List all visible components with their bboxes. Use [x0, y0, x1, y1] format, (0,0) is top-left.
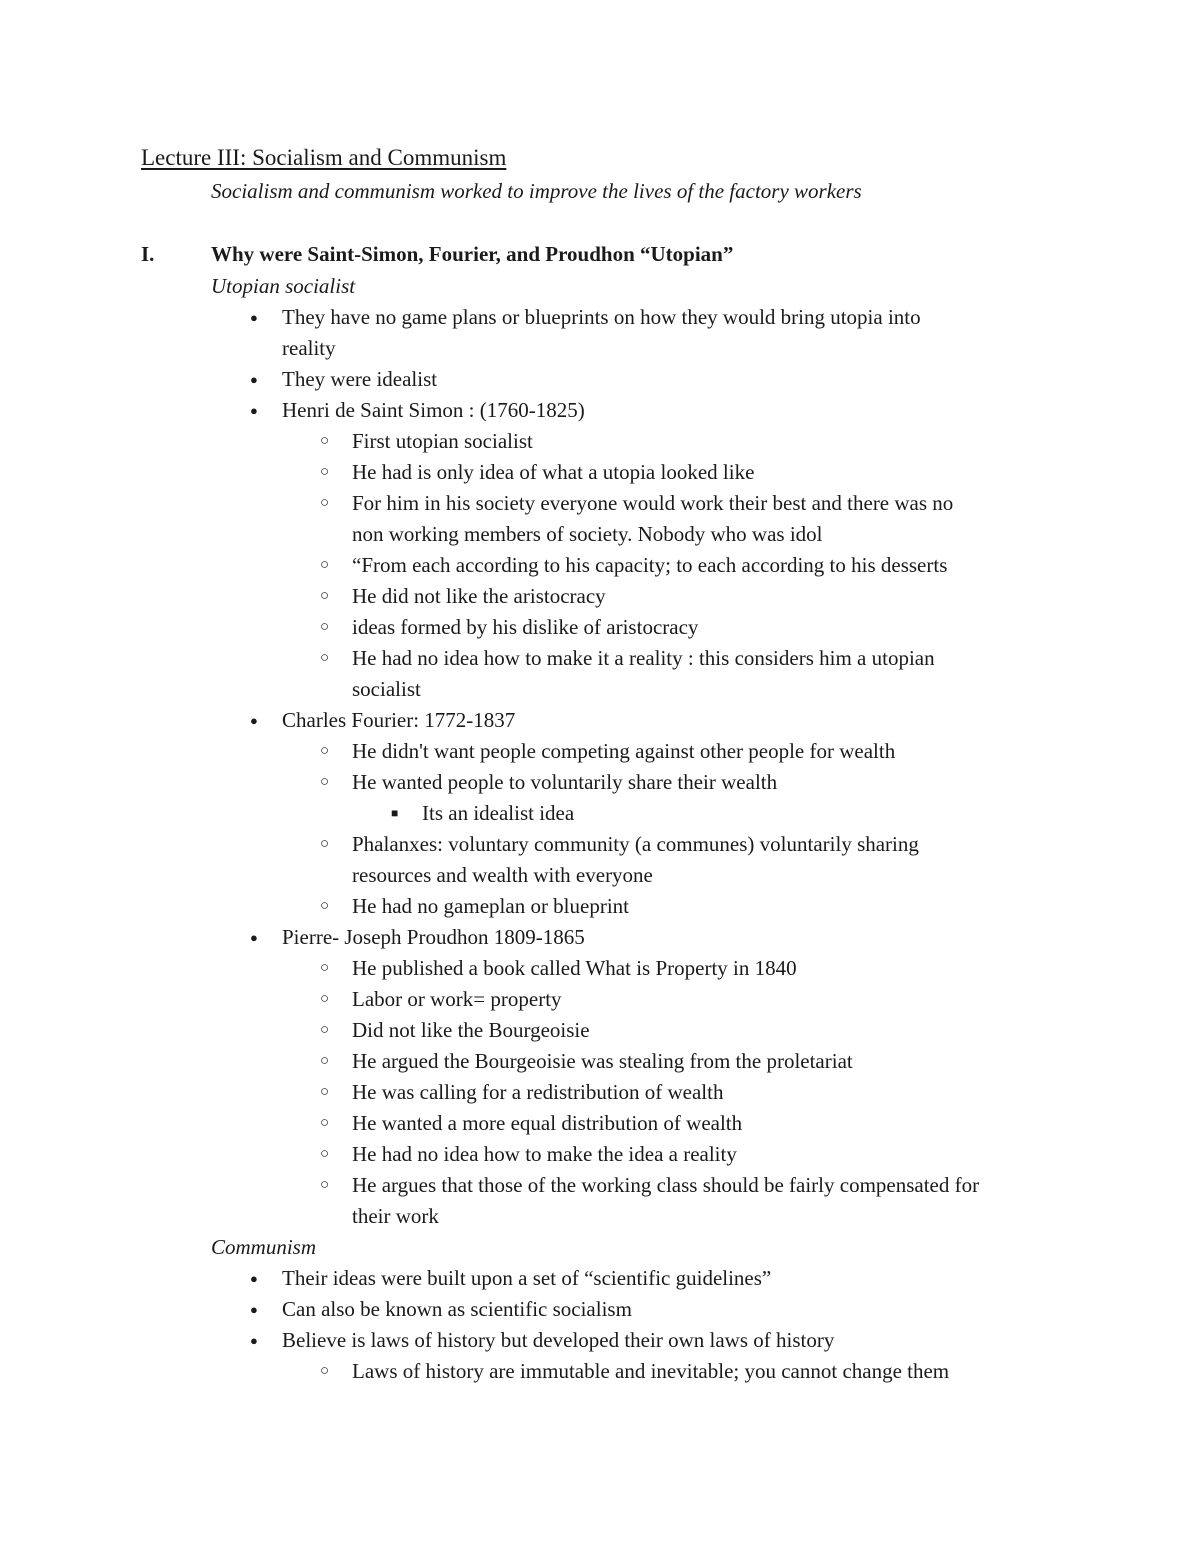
circle-bullet-icon: ○: [320, 619, 330, 635]
circle-bullet-icon: ○: [320, 836, 330, 852]
circle-bullet-icon: ○: [320, 774, 330, 790]
list-item: [0, 798, 1200, 829]
list-item: [0, 519, 1200, 550]
notes-list: [0, 271, 1200, 1387]
list-item: [0, 581, 1200, 612]
list-item-text: He wanted a more equal distribution of wealth: [352, 1111, 743, 1135]
list-item: [0, 1139, 1200, 1170]
disc-bullet-icon: ●: [250, 1302, 258, 1317]
disc-bullet-icon: ●: [250, 1271, 258, 1286]
list-item-text: Their ideas were built upon a set of “scientific guidelines”: [282, 1266, 772, 1290]
list-item-text: Labor or work= property: [352, 987, 562, 1011]
section-heading: Why were Saint-Simon, Fourier, and Proudhon “Utopian”: [211, 242, 734, 266]
circle-bullet-icon: ○: [320, 557, 330, 573]
list-item-text: socialist: [352, 677, 421, 701]
list-item: [0, 984, 1200, 1015]
list-item-text: He argues that those of the working class should be fairly compensated for: [352, 1173, 980, 1197]
list-item-text: He was calling for a redistribution of wealth: [352, 1080, 724, 1104]
list-item: [0, 829, 1200, 860]
section-number: I.: [141, 242, 155, 266]
disc-bullet-icon: ●: [250, 403, 258, 418]
list-item: [0, 1263, 1200, 1294]
list-item: [0, 426, 1200, 457]
list-item: [0, 860, 1200, 891]
list-item: [0, 1294, 1200, 1325]
list-item-text: non working members of society. Nobody who was idol: [352, 522, 823, 546]
list-item-text: He had no idea how to make the idea a reality: [352, 1142, 737, 1166]
list-item-text: Communism: [211, 1235, 317, 1259]
list-item-text: Pierre- Joseph Proudhon 1809-1865: [282, 925, 585, 949]
list-item-text: He wanted people to voluntarily share their wealth: [352, 770, 778, 794]
list-item: [0, 953, 1200, 984]
list-item: [0, 767, 1200, 798]
list-item-text: He argued the Bourgeoisie was stealing from the proletariat: [352, 1049, 853, 1073]
list-item-text: They have no game plans or blueprints on how they would bring utopia into: [282, 305, 921, 329]
list-item: [0, 612, 1200, 643]
list-item-text: Did not like the Bourgeoisie: [352, 1018, 590, 1042]
circle-bullet-icon: ○: [320, 588, 330, 604]
list-item: [0, 1325, 1200, 1356]
list-item: [0, 1356, 1200, 1387]
circle-bullet-icon: ○: [320, 433, 330, 449]
list-item-text: Utopian socialist: [211, 274, 356, 298]
circle-bullet-icon: ○: [320, 464, 330, 480]
list-item: [0, 1015, 1200, 1046]
circle-bullet-icon: ○: [320, 743, 330, 759]
list-item: [0, 643, 1200, 674]
list-item-text: Believe is laws of history but developed their own laws of history: [282, 1328, 835, 1352]
list-item: [0, 333, 1200, 364]
list-item: [0, 302, 1200, 333]
circle-bullet-icon: ○: [320, 1115, 330, 1131]
subheading-line: [0, 271, 1200, 302]
circle-bullet-icon: ○: [320, 495, 330, 511]
list-item-text: He had is only idea of what a utopia looked like: [352, 460, 755, 484]
list-item-text: He had no gameplan or blueprint: [352, 894, 629, 918]
list-item-text: Henri de Saint Simon : (1760-1825): [282, 398, 585, 422]
list-item-text: He did not like the aristocracy: [352, 584, 606, 608]
list-item-text: resources and wealth with everyone: [352, 863, 653, 887]
disc-bullet-icon: ●: [250, 372, 258, 387]
list-item: [0, 922, 1200, 953]
list-item: [0, 1170, 1200, 1201]
circle-bullet-icon: ○: [320, 1053, 330, 1069]
circle-bullet-icon: ○: [320, 960, 330, 976]
list-item-text: Can also be known as scientific socialism: [282, 1297, 632, 1321]
list-item: [0, 1108, 1200, 1139]
list-item: [0, 705, 1200, 736]
circle-bullet-icon: ○: [320, 1022, 330, 1038]
subheading-line: [0, 1232, 1200, 1263]
list-item: [0, 674, 1200, 705]
list-item: [0, 550, 1200, 581]
list-item: [0, 891, 1200, 922]
list-item-text: He published a book called What is Property in 1840: [352, 956, 797, 980]
list-item-text: He didn't want people competing against other people for wealth: [352, 739, 896, 763]
disc-bullet-icon: ●: [250, 930, 258, 945]
disc-bullet-icon: ●: [250, 713, 258, 728]
disc-bullet-icon: ●: [250, 310, 258, 325]
circle-bullet-icon: ○: [320, 1084, 330, 1100]
circle-bullet-icon: ○: [320, 898, 330, 914]
list-item: [0, 1201, 1200, 1232]
circle-bullet-icon: ○: [320, 991, 330, 1007]
document-subtitle: Socialism and communism worked to improve the lives of the factory workers: [211, 179, 862, 203]
list-item-text: For him in his society everyone would work their best and there was no: [352, 491, 954, 515]
circle-bullet-icon: ○: [320, 1146, 330, 1162]
list-item: [0, 1046, 1200, 1077]
list-item-text: their work: [352, 1204, 439, 1228]
list-item: [0, 736, 1200, 767]
circle-bullet-icon: ○: [320, 1177, 330, 1193]
list-item-text: Charles Fourier: 1772-1837: [282, 708, 516, 732]
list-item-text: Laws of history are immutable and inevitable; you cannot change them: [352, 1359, 950, 1383]
circle-bullet-icon: ○: [320, 650, 330, 666]
list-item: [0, 395, 1200, 426]
list-item: [0, 457, 1200, 488]
list-item-text: ideas formed by his dislike of aristocracy: [352, 615, 699, 639]
list-item-text: They were idealist: [282, 367, 438, 391]
list-item-text: Phalanxes: voluntary community (a communes) voluntarily sharing: [352, 832, 919, 856]
list-item: [0, 488, 1200, 519]
list-item-text: Its an idealist idea: [422, 801, 575, 825]
list-item: [0, 364, 1200, 395]
square-bullet-icon: ■: [391, 806, 399, 820]
list-item-text: First utopian socialist: [352, 429, 533, 453]
disc-bullet-icon: ●: [250, 1333, 258, 1348]
list-item: [0, 1077, 1200, 1108]
document-title: Lecture III: Socialism and Communism: [141, 145, 507, 170]
list-item-text: He had no idea how to make it a reality : this considers him a utopian: [352, 646, 935, 670]
circle-bullet-icon: ○: [320, 1363, 330, 1379]
list-item-text: reality: [282, 336, 336, 360]
list-item-text: “From each according to his capacity; to each according to his desserts: [352, 553, 948, 577]
